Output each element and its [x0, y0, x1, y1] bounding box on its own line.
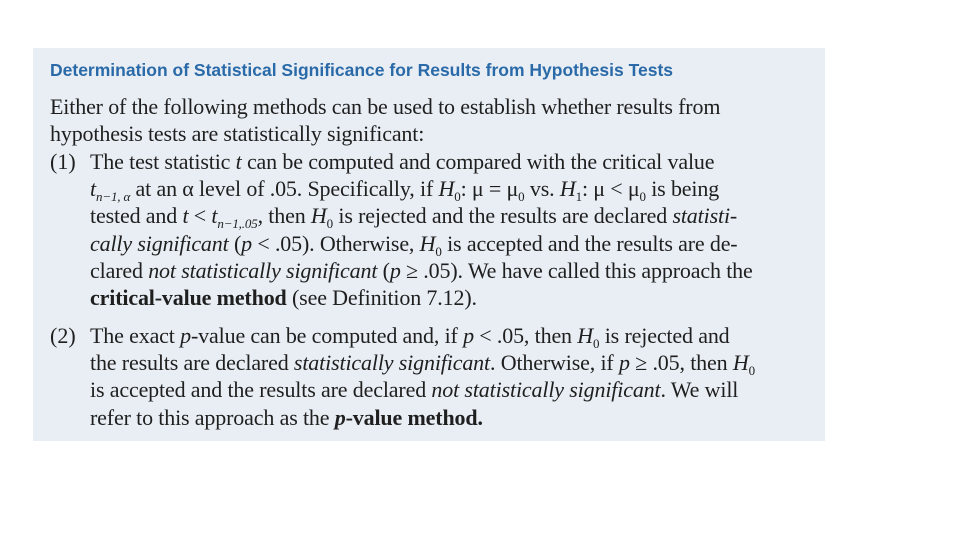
text-segment: p [463, 323, 474, 348]
text-segment: is accepted and the results are de- [441, 231, 738, 256]
text-segment: 0 [748, 363, 755, 378]
text-segment: t [211, 203, 218, 228]
text-segment: H [732, 350, 749, 375]
text-segment: not statistically significant [431, 377, 661, 402]
text-segment: The exact [90, 323, 181, 348]
text-segment: H [419, 231, 436, 256]
text-segment: < [188, 203, 212, 228]
text-segment: not statistically significant [148, 258, 378, 283]
text-segment: 0 [435, 244, 442, 259]
text-segment: n−1,.05 [217, 216, 258, 231]
text-segment: H [577, 323, 594, 348]
text-segment: t [182, 203, 189, 228]
text-segment: ≥ .05). We have called this approach the [400, 258, 753, 283]
text-segment: 0 [454, 189, 461, 204]
text-segment: is being [645, 176, 720, 201]
method-2-line [90, 377, 738, 403]
method-1-line [90, 258, 753, 284]
text-segment: refer to this approach as the [90, 405, 335, 430]
text-segment: 0 [326, 216, 334, 231]
text-segment: tested and [90, 203, 183, 228]
item-number-1: (1) [50, 149, 76, 174]
text-segment: -value method. [345, 405, 483, 430]
text-segment: . Otherwise, if [490, 350, 619, 375]
text-segment: Either of the following methods can be used to establish whether results from [50, 94, 721, 119]
text-segment: : μ < μ [581, 176, 640, 201]
text-segment: p [389, 258, 401, 283]
text-segment: statisti- [672, 203, 738, 228]
text-segment: ( [377, 258, 390, 283]
text-segment: H [438, 176, 455, 201]
text-segment: hypothesis tests are statistically significant: [50, 121, 425, 146]
text-segment: n−1, α [95, 189, 131, 204]
text-segment: (see Definition 7.12). [286, 285, 477, 310]
method-1-line [90, 149, 714, 175]
text-segment: 0 [639, 189, 646, 204]
text-segment: is rejected and [599, 323, 730, 348]
intro-line [50, 94, 720, 120]
text-segment: p [241, 231, 252, 256]
intro-line [50, 121, 424, 147]
text-segment: the results are declared [90, 350, 294, 375]
text-segment: 0 [518, 189, 525, 204]
text-segment: p [618, 350, 630, 375]
text-segment: 1 [575, 189, 582, 204]
text-segment: H [310, 203, 327, 228]
text-segment: < .05, then [473, 323, 578, 348]
item-number-2: (2) [50, 323, 76, 348]
text-segment: t [235, 149, 242, 174]
box-title: Determination of Statistical Significance for Results from Hypothesis Tests [50, 60, 674, 80]
text-segment: < .05). Otherwise, [251, 231, 420, 256]
text-segment: ≥ .05, then [629, 350, 733, 375]
text-segment: . We will [660, 377, 739, 402]
text-segment: clared [90, 258, 149, 283]
text-segment: critical-value method [90, 285, 287, 310]
text-segment: : μ = μ [460, 176, 519, 201]
text-segment: The test statistic [90, 149, 236, 174]
text-segment: vs. [524, 176, 560, 201]
text-segment: -value can be computed and, if [190, 323, 464, 348]
text-segment: is accepted and the results are declared [90, 377, 432, 402]
text-segment: , then [257, 203, 311, 228]
text-segment: p [334, 405, 346, 430]
text-segment: cally significant [90, 231, 229, 256]
text-segment: 0 [593, 336, 600, 351]
text-segment: p [180, 323, 191, 348]
text-segment: can be computed and compared with the critical value [241, 149, 715, 174]
text-segment: H [559, 176, 576, 201]
method-1-line [90, 285, 477, 311]
text-segment: ( [228, 231, 242, 256]
text-segment: statistically significant [293, 350, 490, 375]
text-segment: t [90, 176, 96, 201]
text-segment: is rejected and the results are declared [333, 203, 673, 228]
text-segment: at an α level of .05. Specifically, if [130, 176, 439, 201]
method-2-line [90, 405, 483, 431]
